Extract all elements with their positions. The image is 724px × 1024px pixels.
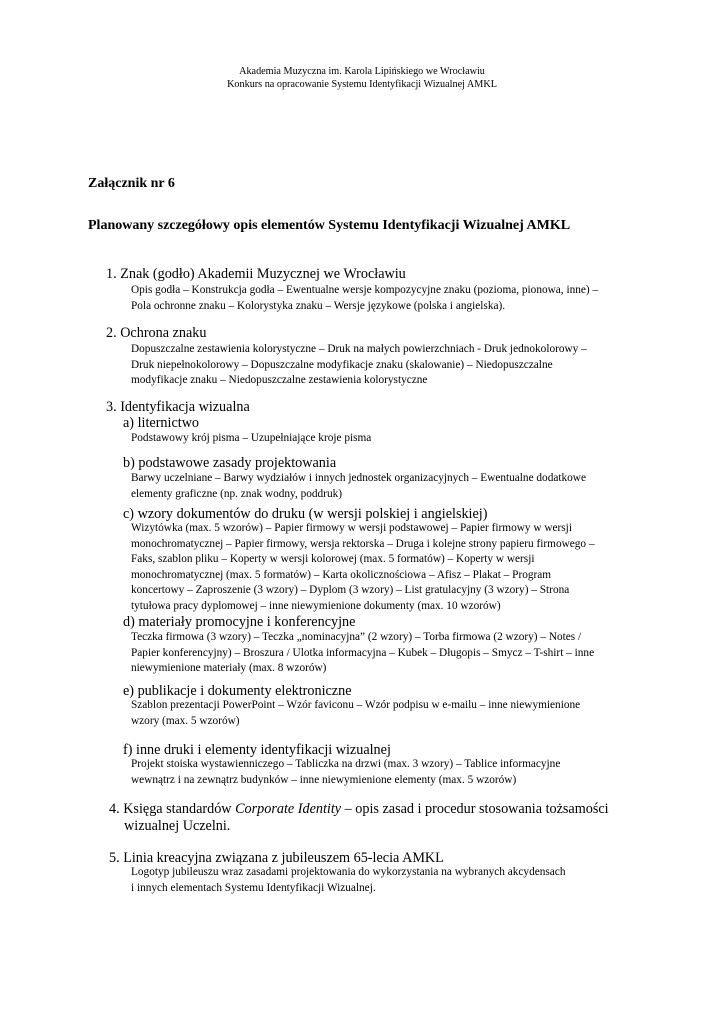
section-2-description [131, 342, 587, 389]
section-3e-line-2: wzory (max. 5 wzorów) [131, 714, 240, 727]
section-3a-description [131, 431, 371, 447]
section-2-line-1: Dopuszczalne zestawienia kolorystyczne – Druk na małych powierzchniach - Druk jednokolorowy – [131, 343, 587, 355]
section-3c-line-2: monochromatycznej – Papier firmowy, wersja rektorska – Druga i kolejne strony papieru firmowego – [131, 537, 595, 550]
section-3f-line-2: wewnątrz i na zewnątrz budynków – inne niewymienione elementy (max. 5 wzorów) [131, 773, 517, 786]
section-3d-heading: d) materiały promocyjne i konferencyjne [123, 614, 356, 630]
section-3d-line-2: Papier konferencyjny) – Broszura / Ulotka informacyjna – Kubek – Długopis – Smycz – T-shirt – inne [131, 646, 595, 659]
section-3-heading: 3. Identyfikacja wizualna [106, 399, 250, 415]
section-5-line-1: Logotyp jubileuszu wraz zasadami projektowania do wykorzystania na wybranych akcydensach [131, 866, 566, 878]
section-3d-description [131, 630, 594, 677]
section-3d-line-3: niewymienione materiały (max. 8 wzorów) [131, 662, 327, 675]
document-header [0, 66, 724, 91]
section-3f-description [131, 757, 560, 788]
header-contest: Konkurs na opracowanie Systemu Identyfikacji Wizualnej AMKL [227, 78, 497, 90]
section-4-prefix: 4. Księga standardów [109, 801, 236, 817]
section-3f-heading: f) inne druki i elementy identyfikacji wizualnej [123, 742, 391, 758]
section-1-heading: 1. Znak (godło) Akademii Muzycznej we Wrocławiu [106, 266, 406, 282]
section-3d-line-1: Teczka firmowa (3 wzory) – Teczka „nominacyjna” (2 wzory) – Torba firmowa (2 wzory) – Notes / [131, 631, 582, 643]
section-3f-line-1: Projekt stoiska wystawienniczego – Tabliczka na drzwi (max. 3 wzory) – Tablice informacyjne [131, 758, 561, 770]
section-3c-description [131, 521, 595, 615]
section-3e-heading: e) publikacje i dokumenty elektroniczne [123, 683, 352, 699]
section-3c-line-5: koncertowy – Zaproszenie (3 wzory) – Dyplom (3 wzory) – List gratulacyjny (3 wzory) – Strona [131, 584, 570, 597]
header-institution: Akademia Muzyczna im. Karola Lipińskiego we Wrocławiu [239, 66, 485, 77]
section-1-line-2: Pola ochronne znaku – Kolorystyka znaku – Wersje językowe (polska i angielska). [131, 299, 506, 312]
section-3a-line-1: Podstawowy krój pisma – Uzupełniające kroje pisma [131, 432, 372, 444]
section-5-heading: 5. Linia kreacyjna związana z jubileuszem 65-lecia AMKL [109, 850, 444, 866]
section-3e-description [131, 698, 580, 729]
section-3c-line-3: Faks, szablon pliku – Koperty w wersji kolorowej (max. 5 formatów) – Koperty w wersji [131, 553, 535, 566]
section-3b-line-1: Barwy uczelniane – Barwy wydziałów i innych jednostek organizacyjnych – Ewentualne dodatkowe [131, 472, 586, 484]
section-3c-line-4: monochromatycznej (max. 5 formatów) – Karta okolicznościowa – Afisz – Plakat – Program [131, 568, 552, 581]
section-3c-line-6: tytułowa pracy dyplomowej – inne niewymienione dokumenty (max. 10 wzorów) [131, 599, 501, 612]
section-2-line-3: modyfikacje znaku – Niedopuszczalne zestawienia kolorystyczne [131, 374, 428, 387]
section-5-line-2: i innych elementach Systemu Identyfikacji Wizualnej. [131, 881, 376, 894]
section-4-line-2: wizualnej Uczelni. [124, 818, 231, 834]
section-3e-line-1: Szablon prezentacji PowerPoint – Wzór faviconu – Wzór podpisu w e-mailu – inne niewymienione [131, 699, 581, 711]
section-3b-description [131, 471, 586, 502]
section-5-description [131, 865, 565, 896]
section-3b-heading: b) podstawowe zasady projektowania [123, 455, 337, 471]
section-3c-heading: c) wzory dokumentów do druku (w wersji polskiej i angielskiej) [123, 506, 488, 522]
section-3a-heading: a) liternictwo [123, 415, 200, 431]
section-2-heading: 2. Ochrona znaku [106, 325, 207, 341]
section-1-description [131, 283, 598, 314]
section-3b-line-2: elementy graficzne (np. znak wodny, poddruk) [131, 487, 343, 500]
section-3c-line-1: Wizytówka (max. 5 wzorów) – Papier firmowy w wersji podstawowej – Papier firmowy w wersji [131, 522, 572, 534]
document-title: Planowany szczegółowy opis elementów Systemu Identyfikacji Wizualnej AMKL [88, 218, 571, 233]
section-4-heading [109, 801, 609, 818]
section-4-suffix: – opis zasad i procedur stosowania tożsamości [341, 801, 609, 817]
section-4-italic: Corporate Identity [235, 801, 342, 817]
section-1-line-1: Opis godła – Konstrukcja godła – Ewentualne wersje kompozycyjne znaku (pozioma, pionowa, inne) – [131, 284, 599, 296]
attachment-number: Załącznik nr 6 [88, 176, 175, 191]
section-2-line-2: Druk niepełnokolorowy – Dopuszczalne modyfikacje znaku (skalowanie) – Niedopuszczalne [131, 358, 553, 371]
